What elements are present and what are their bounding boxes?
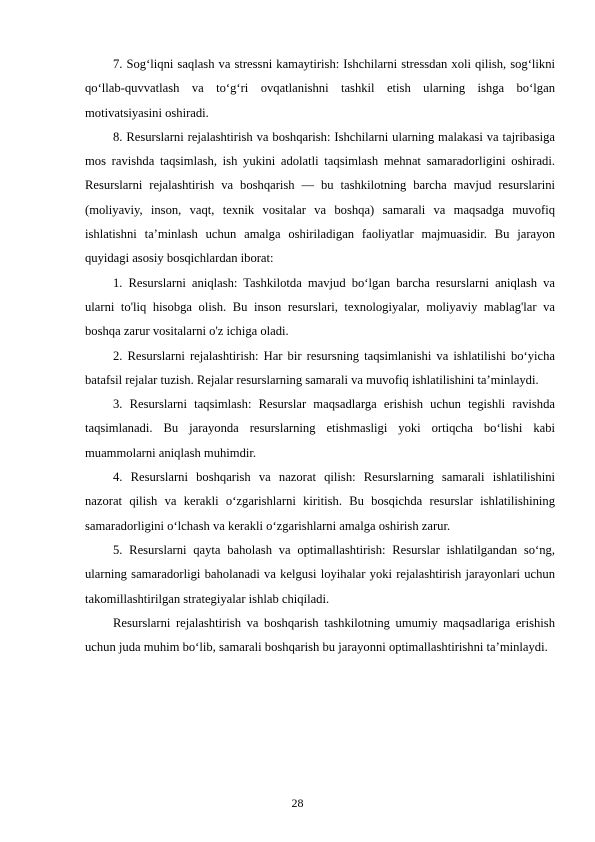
paragraph-health-stress: 7. Sogʻliqni saqlash va stressni kamaytirish: Ishchilarni stressdan xoli qilish, sogʻlikni qoʻllab-quvvatlash va toʻgʻri ovqatlanishni tashkil etish ularning ishga boʻlgan motivatsiyasini oshiradi. bbox=[85, 57, 555, 120]
paragraph-step-plan: 2. Resurslarni rejalashtirish: Har bir resursning taqsimlanishi va ishlatilishi boʻyicha batafsil rejalar tuzish. Rejalar resurslarning samarali va muvofiq ishlatilishini taʼminlaydi. bbox=[85, 348, 555, 387]
paragraph-resource-planning: 8. Resurslarni rejalashtirish va boshqarish: Ishchilarni ularning malakasi va tajribasiga mos ravishda taqsimlash, ish yukini adolatli taqsimlash mehnat samaradorligini oshiradi. Resurslarni rejalashtirish va boshqarish — bu tashkilotning barcha mavjud resurslarini (moliyaviy, inson, vaqt, texnik vositalar va boshqa) samarali va maqsadga muvofiq ishlatishni taʼminlash uchun amalga oshiriladigan faoliyatlar majmuasidir. Bu jarayon quyidagi asosiy bosqichlardan iborat: bbox=[85, 129, 555, 266]
paragraph-step-control: 4. Resurslarni boshqarish va nazorat qilish: Resurslarning samarali ishlatilishini nazorat qilish va kerakli oʻzgarishlarni kiritish. Bu bosqichda resurslar ishlatilishining samaradorligini oʻlchash va kerakli oʻzgarishlarni amalga oshirish zarur. bbox=[85, 470, 555, 533]
document-body bbox=[85, 52, 555, 659]
paragraph-step-identify: 1. Resurslarni aniqlash: Tashkilotda mavjud boʻlgan barcha resurslarni aniqlash va ularni to'liq hisobga olish. Bu inson resurslari, texnologiyalar, moliyaviy mablag'lar va boshqa zarur vositalarni o'z ichiga oladi. bbox=[85, 275, 555, 339]
paragraph-conclusion: Resurslarni rejalashtirish va boshqarish tashkilotning umumiy maqsadlariga erishish uchun juda muhim boʻlib, samarali boshqarish bu jarayonni optimallashtirishni taʼminlaydi. bbox=[85, 615, 555, 655]
page-number: 28 bbox=[291, 796, 304, 810]
paragraph-step-allocate: 3. Resurslarni taqsimlash: Resurslar maqsadlarga erishish uchun tegishli ravishda taqsimlanadi. Bu jarayonda resurslarning etishmasligi yoki ortiqcha boʻlishi kabi muammolarni aniqlash muhimdir. bbox=[85, 397, 555, 460]
paragraph-step-optimize: 5. Resurslarni qayta baholash va optimallashtirish: Resurslar ishlatilgandan soʻng, ularning samaradorligi baholanadi va kelgusi loyihalar yoki rejalashtirish jarayonlari uchun takomillashtirilgan strategiyalar ishlab chiqiladi. bbox=[85, 542, 555, 606]
